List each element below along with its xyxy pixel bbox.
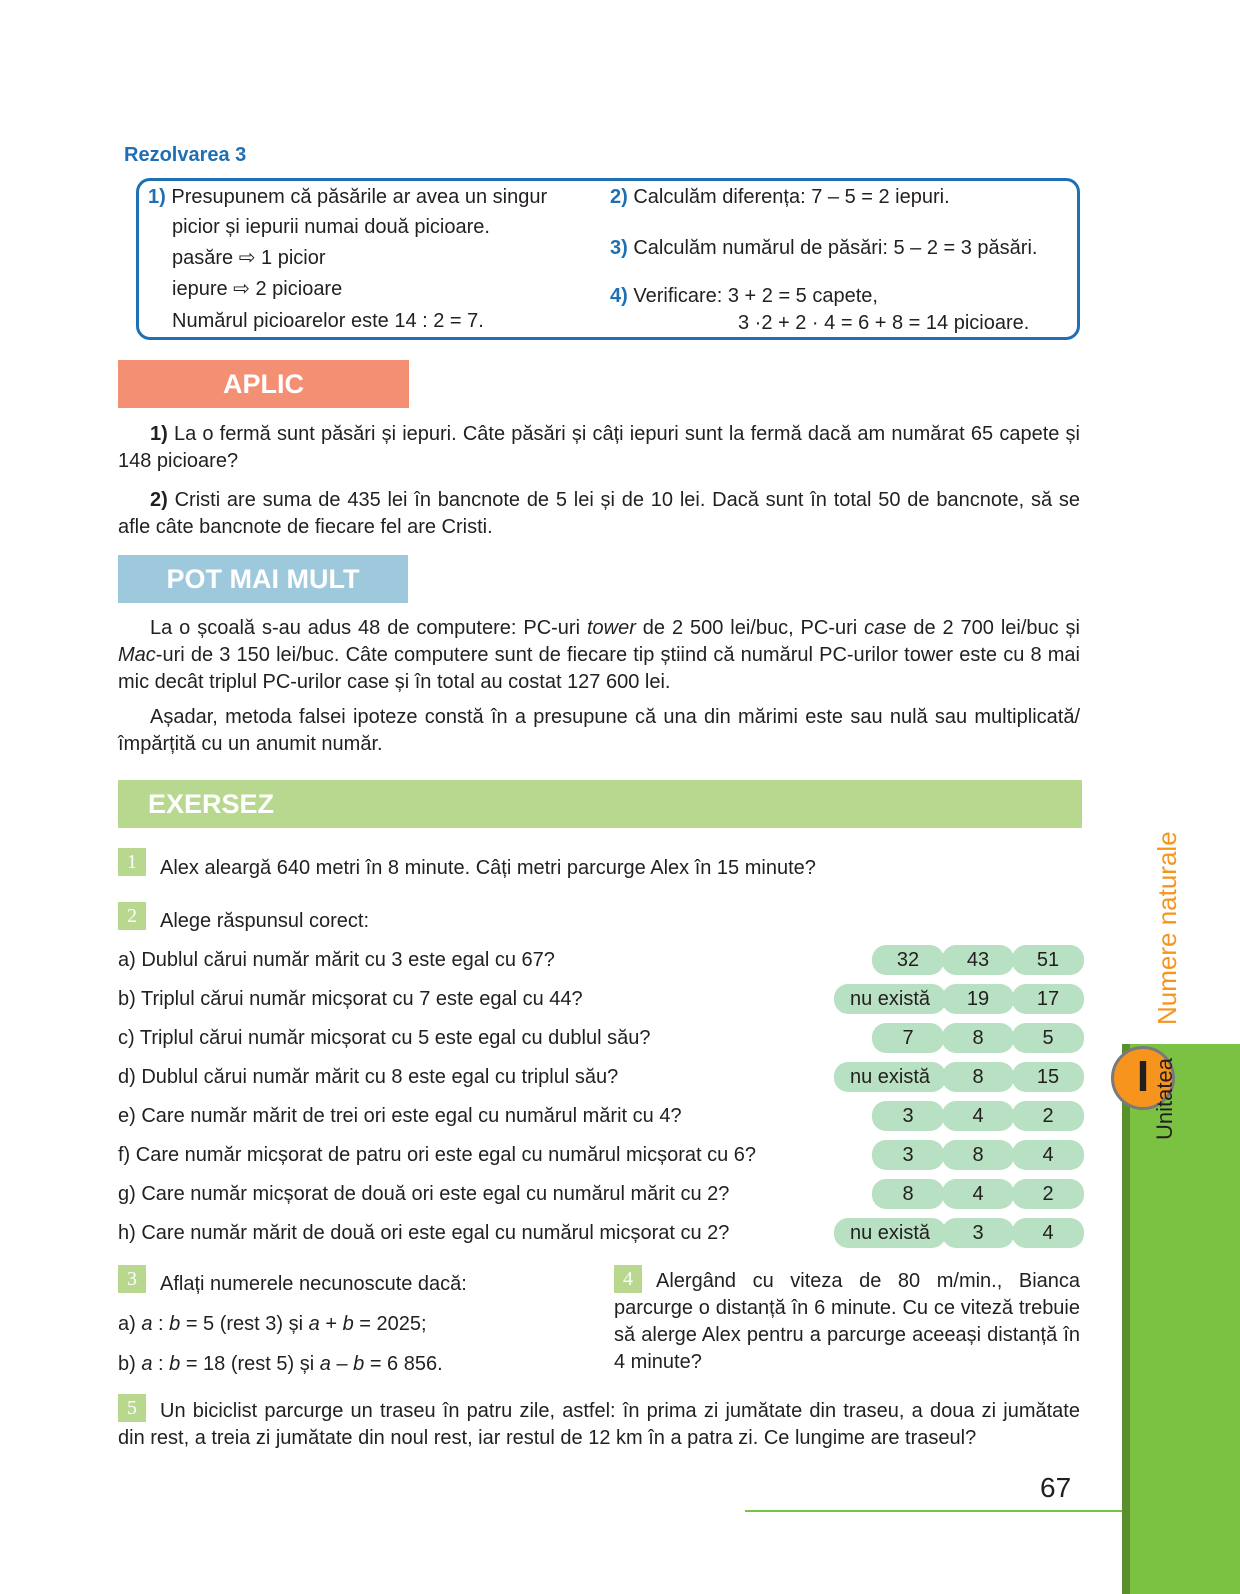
answer-option-1[interactable]: 3	[872, 1140, 944, 1170]
unit-number: I	[1136, 1052, 1150, 1101]
page-footer-line	[745, 1510, 1122, 1512]
problem-text: La o fermă sunt păsări și iepuri. Câte păsări și câți iepuri sunt la fermă dacă am numărat 65 capete și 148 picioare?	[118, 423, 1080, 472]
exercise-number-1: 1	[118, 848, 146, 876]
exercise-number-4: 4	[614, 1265, 642, 1293]
exercise-3-b: b) a : b = 18 (rest 5) și a – b = 6 856.	[118, 1353, 443, 1375]
solution-step-1-line-1	[148, 184, 547, 210]
problem-number: 1)	[150, 423, 168, 445]
page-number: 67	[1040, 1472, 1072, 1503]
rabbit-label: iepure	[172, 278, 228, 300]
step-number: 4)	[610, 285, 628, 307]
text-run-italic: case	[864, 617, 907, 639]
exercise-number-2: 2	[118, 902, 146, 930]
answer-option-3[interactable]: 2	[1012, 1101, 1084, 1131]
answer-option-3[interactable]: 4	[1012, 1140, 1084, 1170]
aplic-problem-1	[118, 421, 1080, 475]
problem-text: Cristi are suma de 435 lei în bancnote de 5 lei și de 10 lei. Dacă sunt în total 50 de bancnote, să se afle câte bancnote de fiecare fel are Cristi.	[118, 489, 1080, 538]
answer-option-1[interactable]: nu există	[834, 1062, 946, 1092]
answer-option-2[interactable]: 8	[942, 1140, 1014, 1170]
exercise-1-text: Alex aleargă 640 metri în 8 minute. Câți metri parcurge Alex în 15 minute?	[160, 857, 816, 879]
solution-step-2	[610, 184, 950, 210]
unit-label: Unitatea	[1152, 1058, 1177, 1140]
answer-option-2[interactable]: 4	[942, 1179, 1014, 1209]
exercise-3-text: Aflați numerele necunoscute dacă:	[160, 1273, 467, 1295]
answer-option-3[interactable]: 15	[1012, 1062, 1084, 1092]
exercise-2-question: g) Care număr micșorat de două ori este egal cu numărul mărit cu 2?	[118, 1183, 730, 1205]
step-text: Verificare: 3 + 2 = 5 capete,	[633, 285, 878, 307]
answer-option-1[interactable]: nu există	[834, 1218, 946, 1248]
exercise-number-5: 5	[118, 1394, 146, 1422]
answer-option-2[interactable]: 19	[942, 984, 1014, 1014]
bird-label: pasăre	[172, 247, 234, 269]
unit-title: Numere naturale	[1152, 831, 1182, 1025]
text-run-italic: tower	[586, 617, 636, 639]
exercise-2-text: Alege răspunsul corect:	[160, 910, 370, 932]
problem-number: 2)	[150, 489, 168, 511]
exercise-3-a: a) a : b = 5 (rest 3) și a + b = 2025;	[118, 1313, 427, 1335]
answer-option-2[interactable]: 8	[942, 1023, 1014, 1053]
exercise-5-text: Un biciclist parcurge un traseu în patru zile, astfel: în prima zi jumătate din traseu, a doua zi jumătate din rest, a treia zi jumătate din noul rest, iar restul de 12 km în a patra zi. Ce lungime are traseul?	[118, 1400, 1080, 1449]
section-banner-aplic: APLIC	[118, 360, 409, 408]
step-number: 2)	[610, 186, 628, 208]
step-text: Calculăm numărul de păsări: 5 – 2 = 3 păsări.	[633, 237, 1038, 259]
solution-step-1-line-5: Numărul picioarelor este 14 : 2 = 7.	[172, 310, 484, 332]
exercise-number-3: 3	[118, 1265, 146, 1293]
step-text: Calculăm diferența: 7 – 5 = 2 iepuri.	[633, 186, 950, 208]
step-number: 1)	[148, 186, 166, 208]
arrow-right-icon: ⇨	[233, 278, 250, 300]
solution-step-4-line-2: 3 ·2 + 2 · 4 = 6 + 8 = 14 picioare.	[738, 312, 1030, 334]
exercise-2-question: h) Care număr mărit de două ori este egal cu numărul micșorat cu 2?	[118, 1222, 730, 1244]
answer-option-1[interactable]: 32	[872, 945, 944, 975]
step-number: 3)	[610, 237, 628, 259]
text-run-italic: Mac	[118, 644, 156, 666]
rabbit-legs: 2 picioare	[255, 278, 343, 300]
text-run: de 2 700 lei/buc și	[906, 617, 1080, 639]
answer-option-2[interactable]: 43	[942, 945, 1014, 975]
solution-step-1-line-2: picior și iepurii numai două picioare.	[172, 216, 490, 238]
solution-step-3	[610, 235, 1037, 261]
answer-option-1[interactable]: 8	[872, 1179, 944, 1209]
answer-option-1[interactable]: 7	[872, 1023, 944, 1053]
answer-option-2[interactable]: 8	[942, 1062, 1014, 1092]
aplic-problem-2	[118, 487, 1080, 541]
answer-option-3[interactable]: 51	[1012, 945, 1084, 975]
answer-option-3[interactable]: 5	[1012, 1023, 1084, 1053]
answer-option-2[interactable]: 3	[942, 1218, 1014, 1248]
answer-option-2[interactable]: 4	[942, 1101, 1014, 1131]
answer-option-3[interactable]: 17	[1012, 984, 1084, 1014]
text-run: La o școală s-au adus 48 de computere: PC-uri	[150, 617, 587, 639]
exercise-4-text: Alergând cu viteza de 80 m/min., Bianca parcurge o distanță în 6 minute. Cu ce viteză trebuie să alerge Alex pentru a parcurge aceeași distanță în 4 minute?	[614, 1270, 1080, 1373]
section-banner-exersez: EXERSEZ	[118, 780, 1082, 828]
exercise-2-question: b) Triplul cărui număr micșorat cu 7 este egal cu 44?	[118, 988, 583, 1010]
answer-option-1[interactable]: 3	[872, 1101, 944, 1131]
solution-step-1-line-3	[172, 245, 326, 271]
exercise-2-question: e) Care număr mărit de trei ori este egal cu numărul mărit cu 4?	[118, 1105, 682, 1127]
answer-option-3[interactable]: 4	[1012, 1218, 1084, 1248]
text-run: de 2 500 lei/buc, PC-uri	[635, 617, 865, 639]
section-banner-pot-mai-mult: POT MAI MULT	[118, 555, 408, 603]
unit-side-tab-edge	[1122, 1044, 1130, 1594]
exercise-2-question: f) Care număr micșorat de patru ori este egal cu numărul micșorat cu 6?	[118, 1144, 757, 1166]
solution-step-4	[610, 283, 878, 309]
bird-legs: 1 picior	[261, 247, 326, 269]
arrow-right-icon: ⇨	[238, 247, 256, 269]
exercise-2-question: d) Dublul cărui număr mărit cu 8 este egal cu triplul său?	[118, 1066, 619, 1088]
solution-title: Rezolvarea 3	[124, 144, 247, 166]
exercise-2-question: c) Triplul cărui număr micșorat cu 5 este egal cu dublul său?	[118, 1027, 651, 1049]
pot-mai-mult-conclusion: Așadar, metoda falsei ipoteze constă în a presupune că una din mărimi este sau nulă sau multiplicată/ împărțită cu un anumit număr.	[118, 706, 1080, 755]
pot-mai-mult-problem	[118, 615, 1080, 696]
solution-step-1-line-4	[172, 276, 342, 302]
answer-option-3[interactable]: 2	[1012, 1179, 1084, 1209]
answer-option-1[interactable]: nu există	[834, 984, 946, 1014]
exercise-2-question: a) Dublul cărui număr mărit cu 3 este egal cu 67?	[118, 949, 555, 971]
text-run: -uri de 3 150 lei/buc. Câte computere sunt de fiecare tip știind că numărul PC-urilor tower este cu 8 mai mic decât triplul PC-urilor case și în total au costat 127 600 lei.	[118, 644, 1080, 693]
step-text: Presupunem că păsările ar avea un singur	[171, 186, 548, 208]
unit-side-tab	[1122, 1044, 1240, 1594]
